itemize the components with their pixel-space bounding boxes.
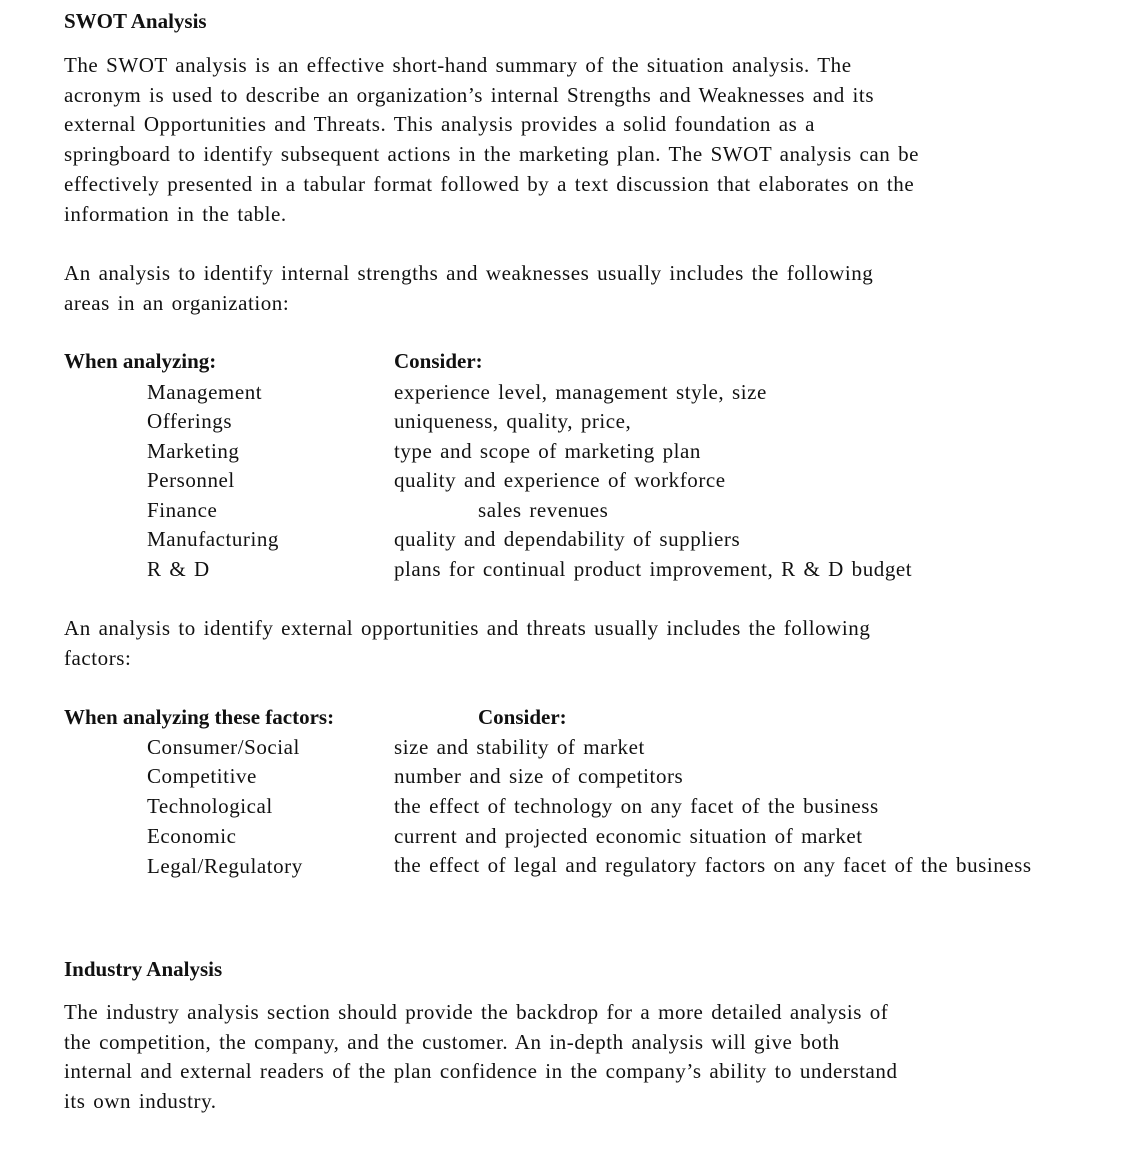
table-row <box>0 409 1143 439</box>
row-value: size and stability of market <box>394 735 645 759</box>
external-intro-paragraph <box>64 614 1064 673</box>
row-value: experience level, management style, size <box>394 380 767 404</box>
paragraph-line: springboard to identify subsequent actions in the marketing plan. The SWOT analysis can be <box>64 142 920 167</box>
table-row <box>0 735 1143 765</box>
table-row <box>0 439 1143 469</box>
swot-heading: SWOT Analysis <box>64 9 207 33</box>
row-label: Consumer/Social <box>147 735 300 759</box>
row-label: Legal/Regulatory <box>147 854 303 878</box>
paragraph-line: areas in an organization: <box>64 290 290 315</box>
row-value: the effect of legal and regulatory factors on any facet of the business <box>394 853 1032 877</box>
row-value: quality and experience of workforce <box>394 468 726 492</box>
paragraph-line: The industry analysis section should provide the backdrop for a more detailed analysis of <box>64 1000 889 1024</box>
row-value: plans for continual product improvement, R & D budget <box>394 557 913 581</box>
row-label: Marketing <box>147 439 240 463</box>
paragraph-line: internal and external readers of the plan confidence in the company’s ability to understand <box>64 1059 898 1084</box>
swot-intro-paragraph <box>64 51 1064 229</box>
table-row <box>0 498 1143 528</box>
table-row <box>0 824 1143 854</box>
paragraph-line: factors: <box>64 645 132 670</box>
table-row <box>0 557 1143 587</box>
paragraph-line: information in the table. <box>64 201 287 226</box>
table-row <box>0 527 1143 557</box>
row-label: Technological <box>147 794 273 818</box>
row-label: Finance <box>147 498 218 522</box>
paragraph-line: An analysis to identify external opportunities and threats usually includes the following <box>64 616 871 640</box>
paragraph-line: The SWOT analysis is an effective short-hand summary of the situation analysis. The <box>64 53 852 77</box>
industry-heading: Industry Analysis <box>64 957 223 981</box>
row-value: the effect of technology on any facet of the business <box>394 794 879 818</box>
internal-col2-header: Consider: <box>394 349 483 373</box>
paragraph-line: external Opportunities and Threats. This analysis provides a solid foundation as a <box>64 112 816 137</box>
row-label: Offerings <box>147 409 233 433</box>
row-label: Personnel <box>147 468 235 492</box>
paragraph-line: effectively presented in a tabular format followed by a text discussion that elaborates on the <box>64 171 915 196</box>
table-row <box>0 794 1143 824</box>
internal-intro-paragraph <box>64 259 1064 318</box>
row-value: type and scope of marketing plan <box>394 439 701 463</box>
external-col2-header: Consider: <box>478 705 567 729</box>
table-row <box>0 468 1143 498</box>
paragraph-line: the competition, the company, and the customer. An in-depth analysis will give both <box>64 1029 840 1054</box>
row-label: Management <box>147 380 263 404</box>
paragraph-line: An analysis to identify internal strengths and weaknesses usually includes the following <box>64 261 874 285</box>
row-label: Manufacturing <box>147 527 279 551</box>
row-value: uniqueness, quality, price, <box>394 409 632 433</box>
internal-col1-header: When analyzing: <box>64 349 217 373</box>
table-row <box>0 380 1143 410</box>
row-label: Competitive <box>147 764 257 788</box>
table-row <box>0 764 1143 794</box>
row-label: R & D <box>147 557 210 581</box>
row-value: current and projected economic situation of market <box>394 824 863 848</box>
table-row <box>0 854 1143 884</box>
paragraph-line: its own industry. <box>64 1089 217 1114</box>
row-label: Economic <box>147 824 237 848</box>
row-value: number and size of competitors <box>394 764 684 788</box>
industry-paragraph <box>64 998 1064 1117</box>
paragraph-line: acronym is used to describe an organization’s internal Strengths and Weaknesses and its <box>64 82 875 107</box>
row-value: quality and dependability of suppliers <box>394 527 741 551</box>
external-col1-header: When analyzing these factors: <box>64 705 335 729</box>
row-value: sales revenues <box>478 498 609 522</box>
